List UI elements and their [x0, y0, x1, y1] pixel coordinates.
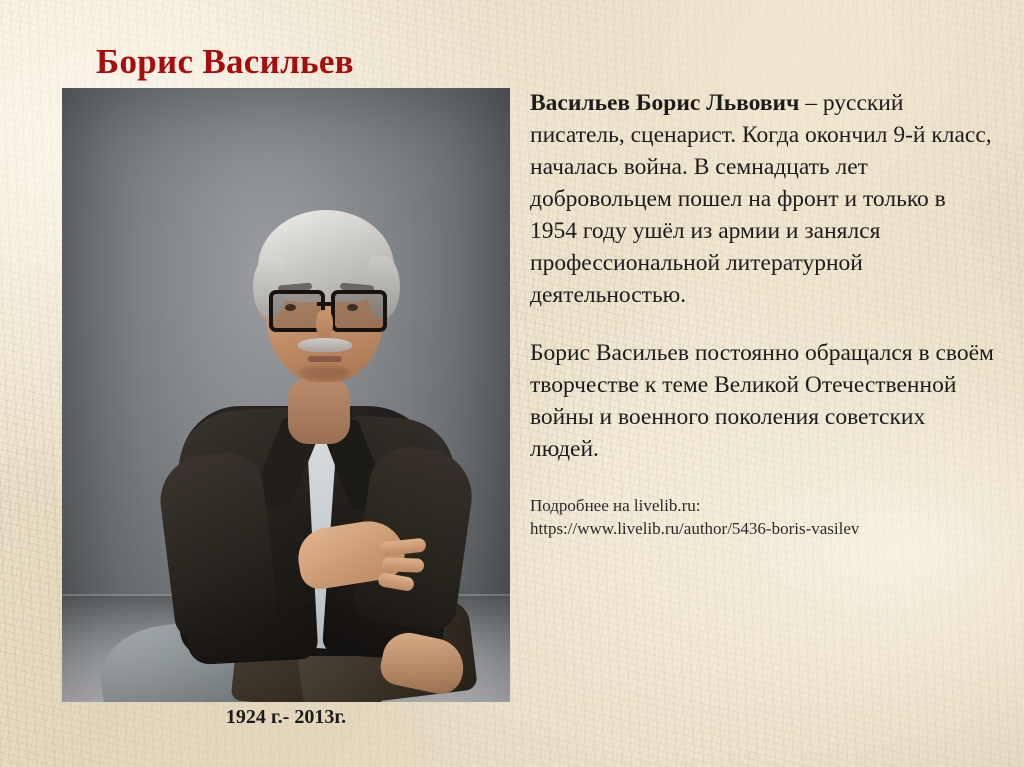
- photo-finger-2: [382, 557, 424, 572]
- biography-paragraph-2-text: Борис Васильев постоянно обращался в своём творчестве к теме Великой Отечественной войны и военного поколения советских людей.: [530, 339, 994, 462]
- photo-lens-right: [331, 290, 387, 332]
- biography-text-column: [530, 88, 998, 540]
- photo-nose: [316, 310, 333, 340]
- source-url[interactable]: https://www.livelib.ru/author/5436-boris-vasilev: [530, 518, 860, 538]
- source-block: [530, 495, 998, 540]
- page-title: Борис Васильев: [96, 42, 354, 81]
- photo-chin-shadow: [300, 366, 350, 380]
- photo-mustache: [298, 338, 352, 352]
- biography-paragraph-1: [530, 88, 998, 312]
- portrait-photo: [62, 88, 510, 702]
- source-label: Подробнее на livelib.ru:: [530, 496, 701, 516]
- photo-neck: [288, 378, 350, 444]
- photo-caption: 1924 г.- 2013г.: [225, 706, 347, 728]
- photo-mouth: [308, 356, 342, 362]
- biography-paragraph-2: [530, 338, 998, 466]
- person-full-name: Васильев Борис Львович: [530, 90, 800, 116]
- biography-paragraph-1-text: – русский писатель, сценарист. Когда окончил 9-й класс, началась война. В семнадцать лет добровольцем пошел на фронт и только в 1954 году ушёл из армии и занялся профессиональной литературной деятельностью.: [530, 90, 992, 308]
